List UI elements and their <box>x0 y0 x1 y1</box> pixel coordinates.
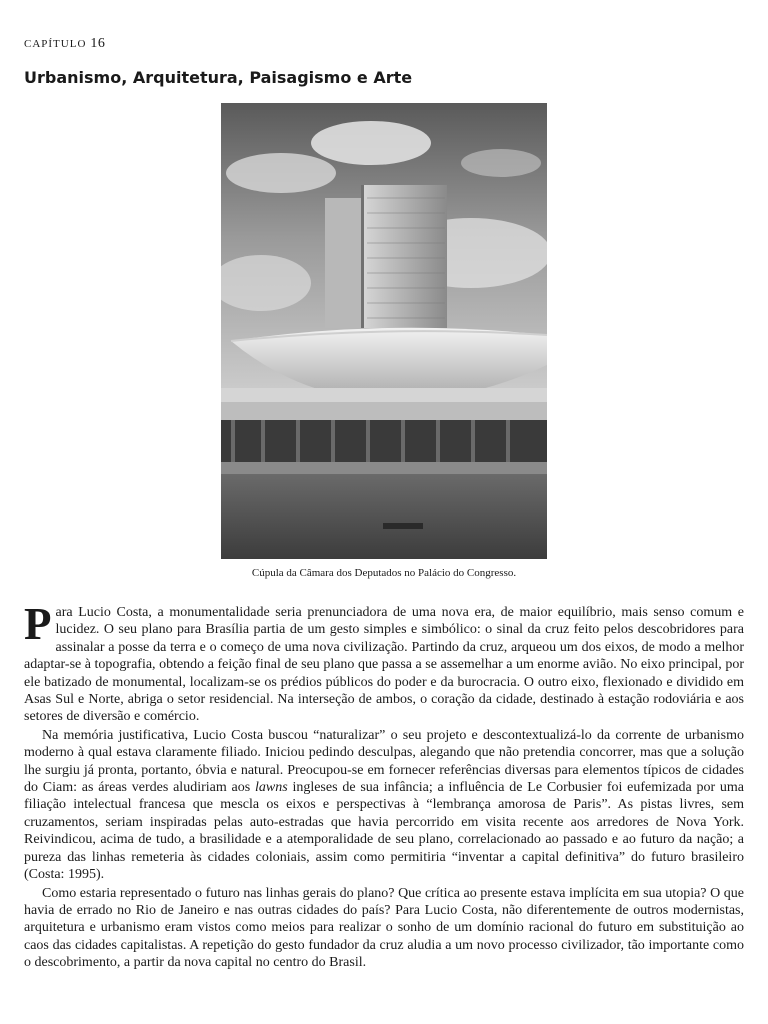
paragraph-2 <box>24 727 744 884</box>
paragraph-1 <box>24 599 744 726</box>
paragraph-1-text: ara Lucio Costa, a monumentalidade seria prenunciadora de uma nova era, de maior equilíbrio, mais senso comum e lucidez. O seu plano para Brasília partia de um gesto simples e simbólico: o sinal da cruz feito pelos descobridores para assinalar a posse da terra e o começo de uma nova civilização. Partindo da cruz, arqueou um dos eixos, de modo a melhor adaptar-se à topografia, obtendo a feição final de seu plano que passa a se assemelhar a um enorme avião. No eixo principal, por ele batizado de monumental, localizam-se os prédios públicos do poder e da burocracia. O outro eixo, flexionado e dividido em Asas Sul e Norte, abriga o setor residencial. Na interseção de ambos, o coração da cidade, destinado à estação rodoviária e aos setores de diversão e comércio. <box>24 605 744 725</box>
chapter-label: CAPÍTULO <box>24 38 87 50</box>
figure-caption: Cúpula da Câmara dos Deputados no Palácio do Congresso. <box>251 567 517 579</box>
chapter-number: 16 <box>90 36 106 51</box>
drop-cap: P <box>24 599 52 649</box>
paragraph-2-text-a: Na memória justificativa, Lucio Costa buscou “naturalizar” o seu projeto e descontextualizá-lo da corrente de urbanismo moderno à qual estava claramente filiado. Iniciou pedindo desculpas, alegando que não pretendia concorrer, mas que a solução lhe surgiu já pronta, portanto, óbvia e natural. Preocupou-se em fornecer referências diversas para elementos típicos de cidades do Ciam: as áreas verdes aludiriam aos <box>24 727 744 796</box>
body-text <box>24 599 744 973</box>
congress-photo-drawing <box>221 103 547 559</box>
congress-photo <box>221 103 547 559</box>
section-title: Urbanismo, Arquitetura, Paisagismo e Arte <box>24 68 413 87</box>
chapter-heading <box>24 36 105 52</box>
paragraph-2-text-b: ingleses de sua infância; a influência de Le Corbusier foi eufemizada por uma filiação intelectual francesa que mescla os eixos e perspectivas à “lembrança amorosa de Paris”. As pistas livres, sem cruzamentos, seriam inspiradas pelas auto-estradas que havia percorrido em visita recente aos arredores de Nova York. Reivindicou, acima de tudo, a brasilidade e a atemporalidade de seu plano, correlacionado ao passado e ao futuro da nação; a pureza das linhas remeteria às cidades coloniais, assim como permitiria “inventar a capital definitiva” do futuro brasileiro (Costa: 1995). <box>24 780 744 883</box>
paragraph-2-emphasis: lawns <box>254 780 288 796</box>
paragraph-3: Como estaria representado o futuro nas linhas gerais do plano? Que crítica ao presente estava implícita em sua utopia? O que havia de errado no Rio de Janeiro e nas outras cidades do país? Para Lucio Costa, não diferentemente de outros modernistas, arquitetura e urbanismo eram vistos como meios para realizar o sonho de um domínio racional do futuro em substituição ao caos das cidades capitalistas. A repetição do gesto fundador da cruz aludia a um novo processo civilizador, tão importante como o descobrimento, a partir da nova capital no centro do Brasil. <box>24 885 744 971</box>
